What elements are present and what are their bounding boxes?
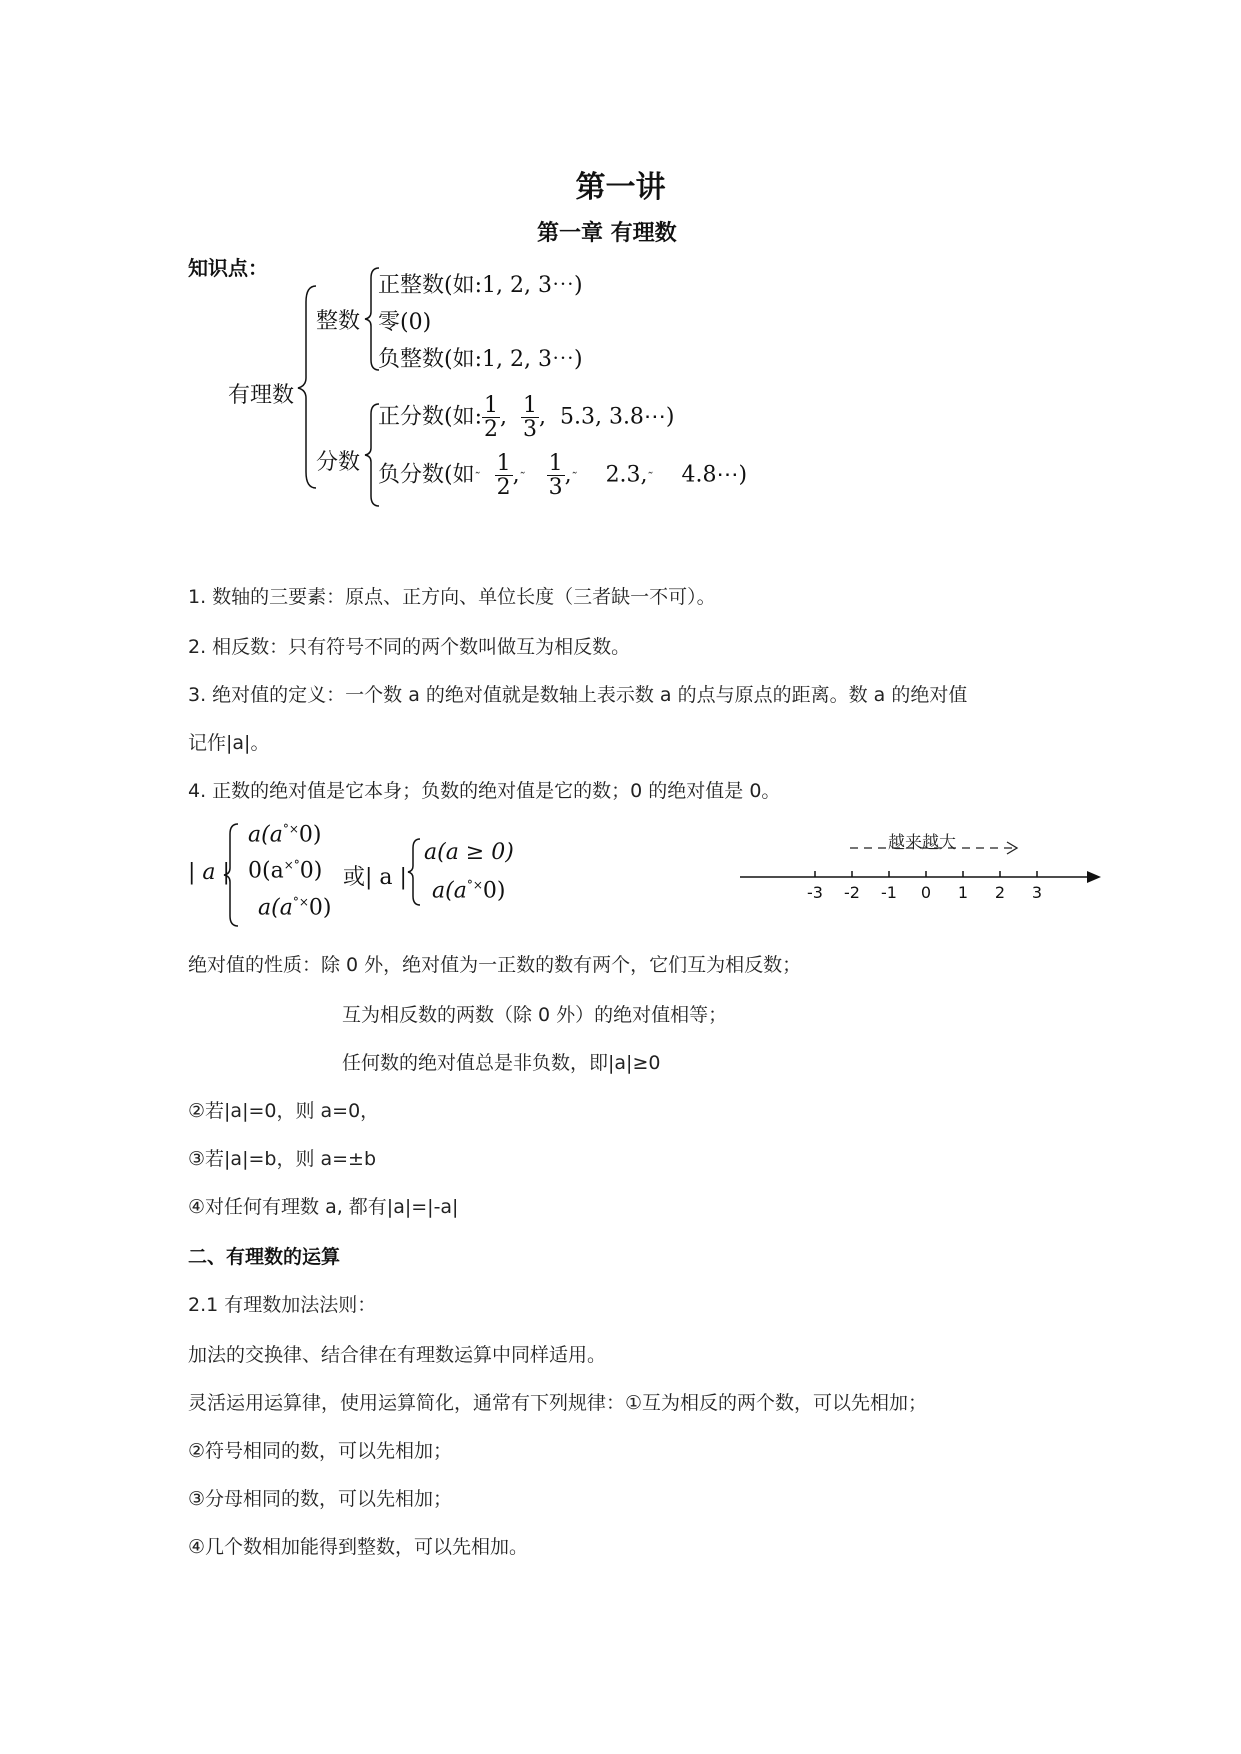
integer-zero: 零(0) (378, 310, 432, 335)
paragraph-1: 1. 数轴的三要素：原点、正方向、单位长度（三者缺一不可）。 (188, 586, 716, 608)
paragraph-4: 4. 正数的绝对值是它本身；负数的绝对值是它的数；0 的绝对值是 0。 (188, 780, 781, 802)
integer-positive: 正整数(如:1, 2, 3⋯) (378, 273, 583, 298)
section-2-heading: 二、有理数的运算 (188, 1246, 341, 1268)
axis-tick-label: -2 (844, 883, 860, 902)
paragraph-3b: 记作|a|。 (188, 732, 270, 754)
rule-2: ②若|a|=0，则 a=0， (188, 1100, 380, 1122)
alt-case-2: a(a°×0) (432, 878, 506, 904)
property-3: 任何数的绝对值总是非负数，即|a|≥0 (342, 1052, 661, 1074)
axis-arrow (1087, 871, 1101, 883)
neg-fraction-third: $\frac{1}{3}$ (548, 451, 563, 501)
fraction-positive-prefix: 正分数(如: (378, 404, 482, 430)
axis-ticks (815, 871, 1037, 877)
fraction-third: $\frac{1}{3}$ (522, 393, 537, 443)
neg-fraction-half: $\frac{1}{2}$ (496, 451, 511, 501)
abs-a-label: | a | (188, 860, 230, 885)
alt-brace (406, 836, 424, 908)
section-2-line-1: 加法的交换律、结合律在有理数运算中同样适用。 (188, 1344, 607, 1366)
property-2: 互为相反数的两数（除 0 外）的绝对值相等； (342, 1004, 728, 1026)
neg-suffix-a: 2.3, (605, 462, 648, 488)
axis-tick-label: 2 (994, 883, 1006, 902)
section-2-line-3: ②符号相同的数，可以先相加； (188, 1440, 453, 1462)
integer-negative: 负整数(如:1, 2, 3⋯) (378, 347, 583, 372)
section-2-1: 2.1 有理数加法法则： (188, 1294, 377, 1316)
chapter-title: 第一章 有理数 (537, 221, 677, 246)
root-label: 有理数 (228, 383, 295, 408)
section-2-line-4: ③分母相同的数，可以先相加； (188, 1488, 453, 1510)
paragraph-3a: 3. 绝对值的定义：一个数 a 的绝对值就是数轴上表示数 a 的点与原点的距离。数 a 的绝对值 (188, 684, 968, 706)
page-title: 第一讲 (575, 170, 666, 205)
alt-case-1: a(a ≥ 0) (424, 840, 514, 865)
section-2-line-5: ④几个数相加能得到整数，可以先相加。 (188, 1536, 529, 1558)
fraction-half: $\frac{1}{2}$ (484, 393, 498, 443)
axis-tick-label: 1 (957, 883, 969, 902)
fraction-negative-prefix: 负分数(如 (378, 462, 475, 488)
case-3: a(a°×0) (258, 895, 332, 921)
or-abs-label: 或| a | (343, 865, 407, 890)
property-1: 绝对值的性质：除 0 外，绝对值为一正数的数有两个，它们互为相反数； (188, 954, 802, 976)
rule-4: ④对任何有理数 a, 都有|a|=|-a| (188, 1196, 459, 1218)
increasing-label: 越来越大 (888, 833, 956, 853)
knowledge-label: 知识点： (188, 256, 268, 280)
axis-tick-label: 3 (1031, 883, 1043, 902)
fraction-positive-suffix: 5.3, 3.8⋯) (559, 404, 675, 430)
neg-suffix-b: 4.8⋯) (681, 462, 748, 488)
fraction-negative-row: 负分数(如˜ $\frac{1}{2}$ ,˜ $\frac{1}{3}$ ,˜ 2.3,˜ 4.8⋯) (378, 451, 748, 501)
case-2: 0(a×°0) (248, 858, 323, 884)
fraction-positive-row: 正分数(如: $\frac{1}{2}$ , $\frac{1}{3}$ , 5.3, 3.8⋯) (378, 393, 675, 443)
paragraph-2: 2. 相反数：只有符号不同的两个数叫做互为相反数。 (188, 636, 631, 658)
axis-tick-label: -3 (807, 883, 823, 902)
integer-label: 整数 (316, 309, 361, 334)
rule-3: ③若|a|=b，则 a=±b (188, 1148, 377, 1170)
section-2-line-2: 灵活运用运算律，使用运算简化，通常有下列规律：①互为相反的两个数，可以先相加； (188, 1392, 928, 1414)
case-1: a(a°×0) (248, 822, 322, 848)
axis-tick-label: -1 (881, 883, 897, 902)
piecewise-brace (222, 820, 242, 930)
fraction-label: 分数 (316, 450, 361, 475)
axis-tick-label: 0 (920, 883, 932, 902)
